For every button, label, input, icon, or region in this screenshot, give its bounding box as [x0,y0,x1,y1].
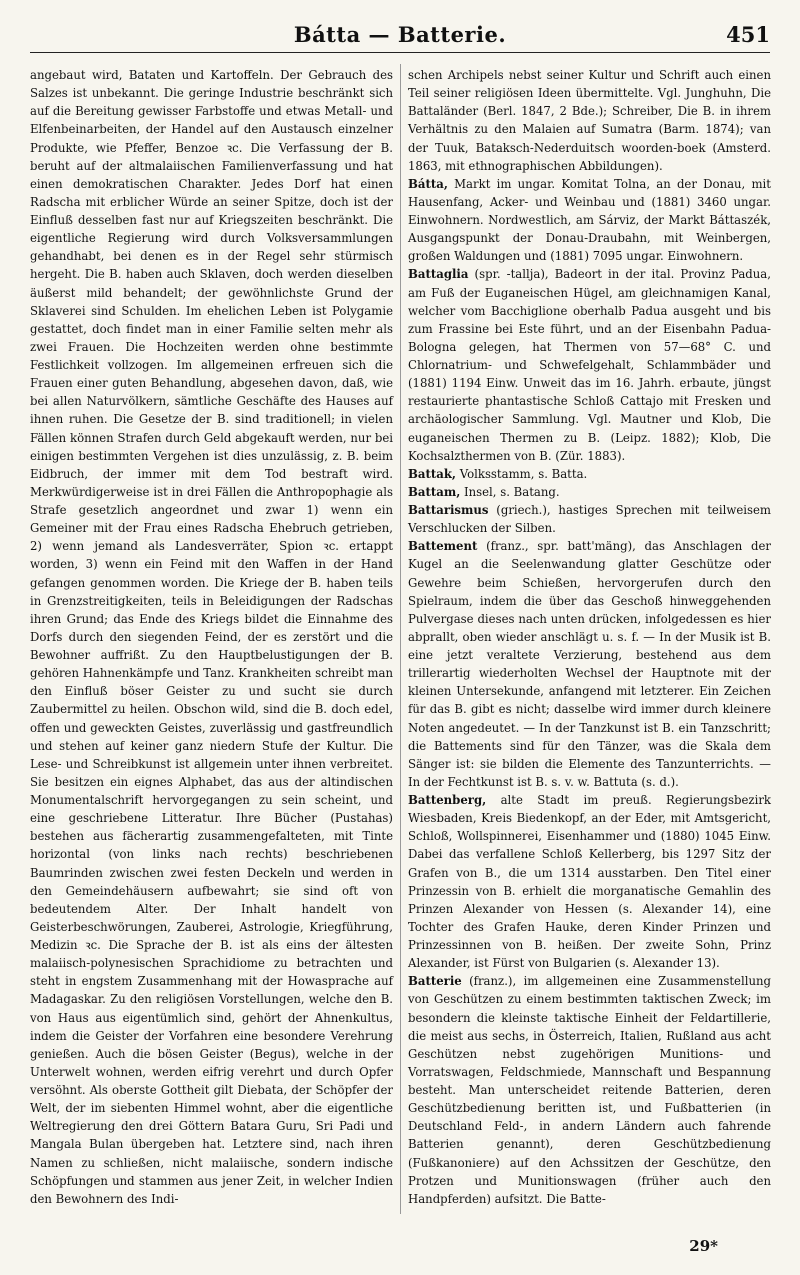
entry-battenberg [408,791,771,972]
entry-text: alte Stadt im preuß. Regierungsbezirk Wiesbaden, Kreis Biedenkopf, an der Eder, mit Amtsgericht, Schloß, Wollspinnerei, Eisenhammer und (1880) 1045 Einw. Dabei das verfallene Schloß Kellerberg, bis 1297 Sitz der Grafen von B., die um 1314 ausstarben. Den Titel einer Prinzessin von B. erhielt die morganatische Gemahlin des Prinzen Alexander von Hessen (s. Alexander 14), eine Tochter des Grafen Hauke, deren Kinder Prinzen und Prinzessinnen von B. heißen. Der zweite Sohn, Prinz Alexander, ist Fürst von Bulgarien (s. Alexander 13). [408,793,771,971]
left-column [30,66,393,1208]
page-header [30,18,770,53]
right-column [408,66,771,1208]
page-number: 451 [726,22,770,47]
entry-battaglia [408,265,771,464]
entry-text: Insel, s. Batang. [460,484,560,499]
entry-headword: Bátta, [408,176,448,191]
entry-battak [408,465,771,483]
sheet-signature: 29* [689,1237,718,1255]
entry-text: angebaut wird, Bataten und Kartoffeln. Der Gebrauch des Salzes ist unbekannt. Die geringe Industrie beschränkt sich auf die Bereitung gewisser Farbstoffe und etwas Metall- und Elfenbeinarbeiten, der Handel auf den Austausch einzelner Produkte, wie Pfeffer, Benzoe ꝛc. Die Verfassung der B. beruht auf der altmalaiischen Familienverfassung und hat einen demokratischen Charakter. Jedes Dorf hat einen Radscha mit erblicher Würde an seiner Spitze, doch ist der Einfluß desselben fast nur auf Kriegszeiten beschränkt. Die eigentliche Regierung wird durch Volksversammlungen gehandhabt, bei denen es in der Regel sehr stürmisch hergeht. Die B. haben auch Sklaven, doch werden dieselben äußerst mild behandelt; der gewöhnlichste Grund der Sklaverei sind Schulden. Im ehelichen Leben ist Polygamie gestattet, doch findet man in einer Familie selten mehr als zwei Frauen. Die Hochzeiten werden ohne bestimmte Festlichkeit vollzogen. Im allgemeinen erfreuen sich die Frauen einer guten Behandlung, abgesehen davon, daß, wie bei allen Naturvölkern, sämtliche Geschäfte des Hauses auf ihnen ruhen. Die Gesetze der B. sind traditionell; in vielen Fällen können Strafen durch Geld abgekauft werden, nur bei einigen bestimmten Vergehen ist dies unzulässig, z. B. beim Eidbruch, der immer mit dem Tod bestraft wird. Merkwürdigerweise ist in drei Fällen die Anthropophagie als Strafe gesetzlich angeordnet und zwar 1) wenn ein Gemeiner mit der Frau eines Radscha Ehebruch getrieben, 2) wenn jemand als Landesverräter, Spion ꝛc. ertappt worden, 3) wenn ein Feind mit den Waffen in der Hand gefangen genommen worden. Die Kriege der B. haben teils in Grenzstreitigkeiten, teils in Beleidigungen der Radschas ihren Grund; das Ende des Kriegs bildet die Einnahme des Dorfs durch den siegenden Feind, der es zerstört und die Bewohner auffrißt. Zu den Hauptbelustigungen der B. gehören Hahnenkämpfe und Tanz. Krankheiten schreibt man den Einfluß böser Geister zu und sucht sie durch Zaubermittel zu heilen. Obschon wild, sind die B. doch edel, offen und geweckten Geistes, zuverlässig und gastfreundlich und stehen auf keiner ganz niedern Stufe der Kultur. Die Lese- und Schreibkunst ist allgemein unter ihnen verbreitet. Sie besitzen ein eignes Alphabet, das aus der altindischen Monumentalschrift hervorgegangen zu sein scheint, und eine geschriebene Litteratur. Ihre Bücher (Pustahas) bestehen aus fächerartig zusammengefalteten, mit Tinte horizontal (von links nach rechts) beschriebenen Baumrinden zwischen zwei festen Deckeln und werden in den Gemeindehäusern aufbewahrt; sie sind oft von bedeutendem Alter. Der Inhalt handelt von Geisterbeschwörungen, Zauberei, Astrologie, Kriegführung, Medizin ꝛc. Die Sprache der B. ist als eins der ältesten malaiisch-polynesischen Sprachidiome zu betrachten und steht in engstem Zusammenhang mit der Howasprache auf Madagaskar. Zu den religiösen Vorstellungen, welche den B. von Haus aus eigentümlich sind, gehört der Ahnenkultus, indem die Geister der Vorfahren eine besondere Verehrung genießen. Auch die bösen Geister (Begus), welche in der Unterwelt wohnen, werden eifrig verehrt und durch Opfer versöhnt. Als oberste Gottheit gilt Diebata, der Schöpfer der Welt, der im siebenten Himmel wohnt, aber die eigentliche Weltregierung den drei Göttern Batara Guru, Sri Padi und Mangala Bulan übergeben hat. Letztere sind, nach ihren Namen zu schließen, nicht malaiische, sondern indische Schöpfungen und stammen aus jener Zeit, in welcher Indien den Bewohnern des Indi- [30,68,393,1206]
entry-text: (franz.), im allgemeinen eine Zusammenstellung von Geschützen zu einem bestimmten taktischen Zweck; im besondern die kleinste taktische Einheit der Feldartillerie, die meist aus sechs, in Österreich, Italien, Rußland aus acht Geschützen nebst zugehörigen Munitions- und Vorratswagen, Feldschmiede, Mannschaft und Bespannung besteht. Man unterscheidet reitende Batterien, deren Geschützbedienung beritten ist, und Fußbatterien (in Deutschland Feld-, in andern Ländern auch fahrende Batterien genannt), deren Geschützbedienung (Fußkanoniere) auf den Achssitzen der Geschütze, den Protzen und Munitionswagen (früher auch den Handpferden) aufsitzt. Die Batte- [408,974,771,1206]
entry-headword: Battarismus [408,503,489,517]
entry-batterie [408,972,771,1208]
entry-headword: Battenberg, [408,793,487,807]
column-divider [400,64,401,1214]
entry-headword: Battak, [408,466,456,481]
running-title: Bátta — Batterie. [293,22,507,47]
entry-battam [408,483,771,501]
entry-headword: Battement [408,539,478,554]
entry-text: Markt im ungar. Komitat Tolna, an der Donau, mit Hausenfang, Acker- und Weinbau und (1881) 3460 ungar. Einwohnern. Nordwestlich, am Sárviz, der Markt Báttaszék, Ausgangspunkt der Donau-Draubahn, mit Weinbergen, großen Waldungen und (1881) 7095 ungar. Einwohnern. [408,176,771,264]
entry-text: schen Archipels nebst seiner Kultur und Schrift auch einen Teil seiner religiösen Ideen übermittelte. Vgl. Junghuhn, Die Battaländer (Berl. 1847, 2 Bde.); Schreiber, Die B. in ihrem Verhältnis zu den Malaien auf Sumatra (Barm. 1874); van der Tuuk, Bataksch-Nederduitsch woorden-boek (Amsterd. 1863, mit ethnographischen Abbildungen). [408,68,771,173]
entry-text: Volksstamm, s. Batta. [456,466,588,481]
entry-headword: Battam, [408,484,461,499]
entry-battement [408,537,771,791]
entry-text: (griech.), hastiges Sprechen mit teilweisem Verschlucken der Silben. [408,503,771,536]
entry-batta [408,175,771,266]
entry-continuation [408,66,771,175]
entry-battarismus [408,501,771,537]
entry-headword: Battaglia [408,267,469,282]
entry-text: (spr. -tallja), Badeort in der ital. Provinz Padua, am Fuß der Euganeischen Hügel, am gleichnamigen Kanal, welcher vom Bacchiglione oberhalb Padua ausgeht und bis zum Frassine bei Este führt, und an der Eisenbahn Padua-Bologna gelegen, hat Thermen von 57—68° C. und Chlornatrium- und Schwefelgehalt, Schlammbäder und (1881) 1194 Einw. Unweit das im 16. Jahrh. erbaute, jüngst restaurierte phantastische Schloß Cattajo mit Fresken und archäologischer Sammlung. Vgl. Mautner und Klob, Die euganeischen Thermen zu B. (Leipz. 1882); Klob, Die Kochsalzthermen von B. (Zür. 1883). [408,267,771,463]
entry-text: (franz., spr. batt'mäng), das Anschlagen der Kugel an die Seelenwandung glatter Geschütze oder Gewehre beim Schießen, hervorgerufen durch den Spielraum, indem die über das Geschoß hinweggehenden Pulvergase dieses nach unten drücken, infolgedessen es hier abprallt, oben wieder anschlägt u. s. f. — In der Musik ist B. eine jetzt veraltete Verzierung, bestehend aus dem trillerartig wiederholten Wechsel der Hauptnote mit der kleinen Untersekunde, anfangend mit letzterer. Ein Zeichen für das B. gibt es nicht; dasselbe wird immer durch kleinere Noten angedeutet. — In der Tanzkunst ist B. ein Tanzschritt; die Battements sind für den Tänzer, was die Skala dem Sänger ist: sie bilden die Elemente des Tanzunterrichts. — In der Fechtkunst ist B. s. v. w. Battuta (s. d.). [408,539,771,789]
entry-headword: Batterie [408,974,462,989]
